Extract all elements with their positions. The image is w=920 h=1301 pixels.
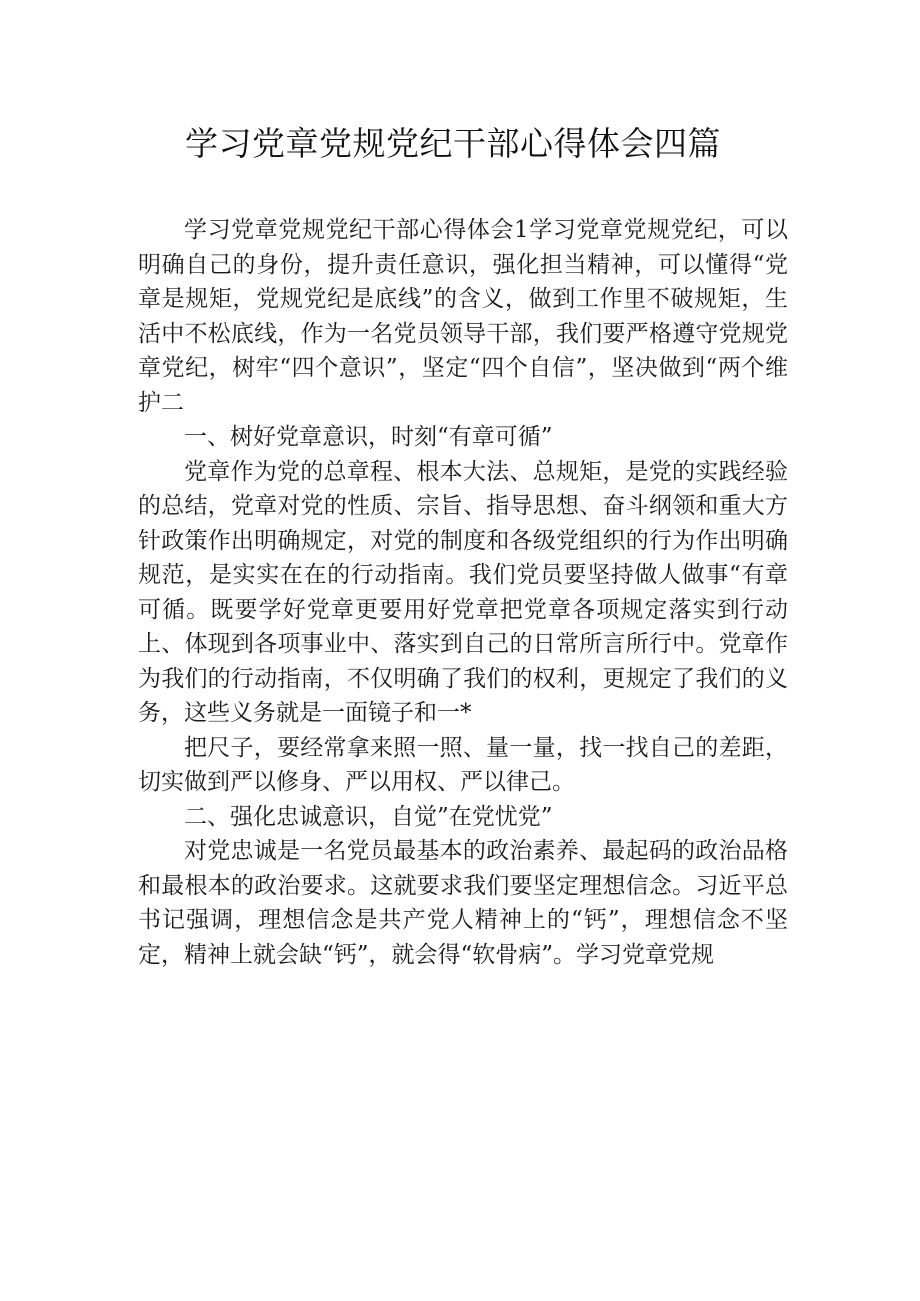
paragraph-section-1: 党章作为党的总章程、根本大法、总规矩，是党的实践经验的总结，党章对党的性质、宗旨、指导思想、奋斗纲领和重大方针政策作出明确规定，对党的制度和各级党组织的行为作出明确规范，是实实在在的行动指南。我们党员要坚持做人做事“有章可循。既要学好党章更要用好党章把党章各项规定落实到行动上、体现到各项事业中、落实到自己的日常所言所行中。党章作为我们的行动指南，不仅明确了我们的权利，更规定了我们的义务，这些义务就是一面镜子和一*: [138, 458, 788, 726]
document-title: 学习党章党规党纪干部心得体会四篇: [185, 124, 721, 163]
section-heading-1: 一、树好党章意识，时刻“有章可循”: [184, 424, 553, 450]
paragraph-section-1-continued: 把尺子，要经常拿来照一照、量一量，找一找自己的差距，切实做到严以修身、严以用权、严以律己。: [138, 734, 788, 795]
paragraph-intro: 学习党章党规党纪干部心得体会1学习党章党规党纪，可以明确自己的身份，提升责任意识，强化担当精神，可以懂得“党章是规矩，党规党纪是底线”的含义，做到工作里不破规矩，生活中不松底线，作为一名党员领导干部，我们要严格遵守党规党章党纪，树牢“四个意识”，坚定“四个自信”，坚决做到“两个维护二: [138, 217, 788, 416]
document-body: [138, 213, 788, 972]
section-heading-2: 二、强化忠诚意识，自觉”在党忧党”: [184, 803, 553, 830]
paragraph-section-2: 对党忠诚是一名党员最基本的政治素养、最起码的政治品格和最根本的政治要求。这就要求我们要坚定理想信念。习近平总书记强调，理想信念是共产党人精神上的“钙”，理想信念不坚定，精神上就会缺“钙”，就会得“软骨病”。学习党章党规: [138, 838, 788, 968]
